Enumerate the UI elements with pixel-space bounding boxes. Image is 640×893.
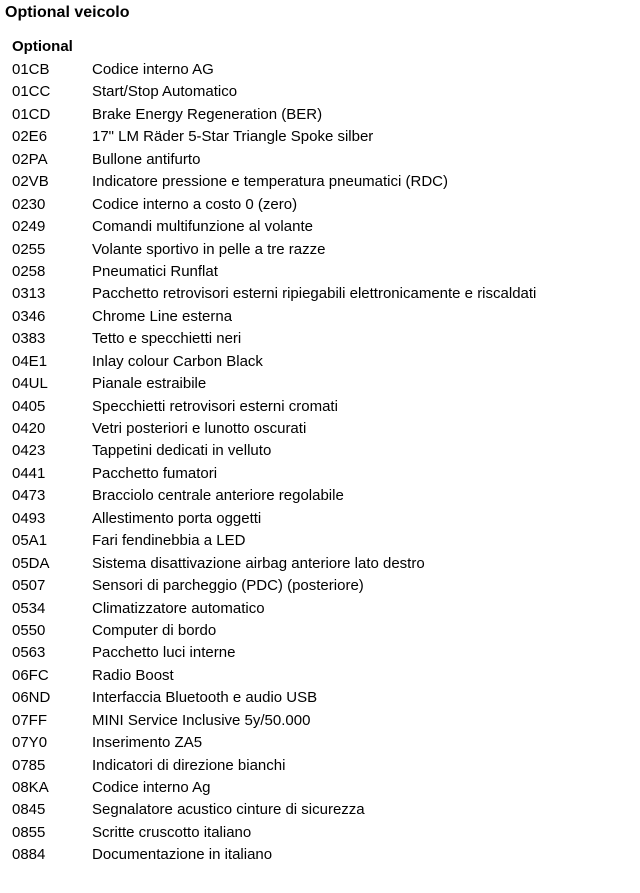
option-description: Documentazione in italiano: [92, 846, 273, 864]
option-code: 02PA: [12, 150, 48, 168]
option-row: [0, 822, 640, 844]
option-row: [0, 104, 640, 126]
option-row: [0, 283, 640, 305]
option-row: [0, 59, 640, 81]
option-row: [0, 710, 640, 732]
option-description: Scritte cruscotto italiano: [92, 823, 252, 841]
option-description: Volante sportivo in pelle a tre razze: [92, 240, 326, 258]
option-description: Codice interno AG: [92, 61, 214, 78]
option-row: [0, 126, 640, 148]
option-description: Indicatori di direzione bianchi: [92, 756, 286, 774]
option-description: Bracciolo centrale anteriore regolabile: [92, 487, 344, 505]
option-row: [0, 216, 640, 238]
option-code: 0855: [12, 823, 46, 841]
option-description: MINI Service Inclusive 5y/50.000: [92, 711, 311, 729]
option-description: Pacchetto luci interne: [92, 644, 236, 662]
option-row: [0, 239, 640, 261]
options-list: [0, 59, 640, 867]
option-description: Pacchetto fumatori: [92, 464, 218, 482]
option-description: Pneumatici Runflat: [92, 262, 218, 280]
option-row: [0, 485, 640, 507]
option-description: Start/Stop Automatico: [92, 83, 238, 101]
option-description: Fari fendinebbia a LED: [92, 532, 246, 550]
option-description: Specchietti retrovisori esterni cromati: [92, 397, 338, 415]
option-code: 0423: [12, 442, 46, 460]
option-description: Bullone antifurto: [92, 150, 201, 168]
option-code: 0255: [12, 240, 46, 258]
option-description: Brake Energy Regeneration (BER): [92, 105, 323, 123]
option-row: [0, 799, 640, 821]
option-code: 0563: [12, 644, 46, 662]
option-row: [0, 306, 640, 328]
option-code: 0313: [12, 285, 46, 303]
option-description: Allestimento porta oggetti: [92, 509, 262, 527]
option-row: [0, 171, 640, 193]
option-description: Tetto e specchietti neri: [92, 330, 242, 348]
option-code: 05DA: [12, 554, 50, 572]
option-row: [0, 575, 640, 597]
option-code: 06ND: [12, 689, 51, 707]
option-row: [0, 665, 640, 687]
option-description: Pianale estraibile: [92, 375, 207, 393]
option-description: Inlay colour Carbon Black: [92, 352, 263, 370]
option-code: 0507: [12, 577, 46, 595]
option-description: Radio Boost: [92, 666, 174, 684]
option-code: 0473: [12, 487, 46, 505]
option-row: [0, 530, 640, 552]
option-code: 0493: [12, 509, 46, 527]
option-description: Comandi multifunzione al volante: [92, 218, 313, 236]
option-code: 02E6: [12, 128, 48, 146]
option-row: [0, 396, 640, 418]
option-code: 0441: [12, 464, 46, 482]
option-description: Segnalatore acustico cinture di sicurezza: [92, 801, 365, 819]
option-code: 01CD: [12, 105, 51, 123]
option-description: Vetri posteriori e lunotto oscurati: [92, 420, 307, 437]
option-row: [0, 687, 640, 709]
option-row: [0, 777, 640, 799]
option-description: Sistema disattivazione airbag anteriore lato destro: [92, 554, 425, 572]
option-row: [0, 844, 640, 866]
option-row: [0, 261, 640, 283]
option-description: Sensori di parcheggio (PDC) (posteriore): [92, 577, 364, 595]
option-row: [0, 620, 640, 642]
option-row: [0, 508, 640, 530]
option-code: 0550: [12, 621, 46, 639]
option-code: 06FC: [12, 666, 49, 684]
option-description: Indicatore pressione e temperatura pneumatici (RDC): [92, 173, 448, 191]
option-code: 0258: [12, 262, 46, 280]
option-row: [0, 418, 640, 440]
option-code: 0845: [12, 801, 46, 819]
option-row: [0, 328, 640, 350]
option-description: Codice interno Ag: [92, 779, 211, 796]
option-code: 0346: [12, 307, 46, 325]
option-description: Tappetini dedicati in velluto: [92, 442, 272, 460]
option-description: Interfaccia Bluetooth e audio USB: [92, 689, 318, 707]
option-code: 01CB: [12, 61, 50, 78]
option-row: [0, 732, 640, 754]
option-code: 0884: [12, 846, 46, 864]
option-row: [0, 755, 640, 777]
option-code: 01CC: [12, 83, 51, 101]
option-code: 02VB: [12, 173, 49, 191]
option-row: [0, 463, 640, 485]
option-row: [0, 642, 640, 664]
option-description: Inserimento ZA5: [92, 734, 203, 752]
option-code: 0534: [12, 599, 46, 617]
option-row: [0, 440, 640, 462]
option-code: 0405: [12, 397, 46, 415]
option-code: 0249: [12, 218, 46, 236]
option-description: Climatizzatore automatico: [92, 599, 265, 617]
option-description: Chrome Line esterna: [92, 307, 233, 325]
option-code: 0420: [12, 420, 46, 437]
section-heading: Optional: [12, 38, 73, 55]
option-code: 04E1: [12, 352, 48, 370]
option-row: [0, 194, 640, 216]
option-description: Computer di bordo: [92, 621, 217, 639]
option-code: 07FF: [12, 711, 48, 729]
option-row: [0, 553, 640, 575]
option-code: 0383: [12, 330, 46, 348]
page-title: Optional veicolo: [5, 4, 130, 21]
option-row: [0, 351, 640, 373]
option-code: 0785: [12, 756, 46, 774]
option-code: 04UL: [12, 375, 48, 393]
option-code: 08KA: [12, 779, 49, 796]
option-row: [0, 149, 640, 171]
option-code: 05A1: [12, 532, 48, 550]
option-code: 07Y0: [12, 734, 48, 752]
option-row: [0, 81, 640, 103]
option-row: [0, 598, 640, 620]
option-code: 0230: [12, 195, 46, 213]
option-description: 17" LM Räder 5-Star Triangle Spoke silber: [92, 128, 374, 146]
option-description: Codice interno a costo 0 (zero): [92, 195, 298, 213]
option-description: Pacchetto retrovisori esterni ripiegabili elettronicamente e riscaldati: [92, 285, 537, 303]
option-row: [0, 373, 640, 395]
